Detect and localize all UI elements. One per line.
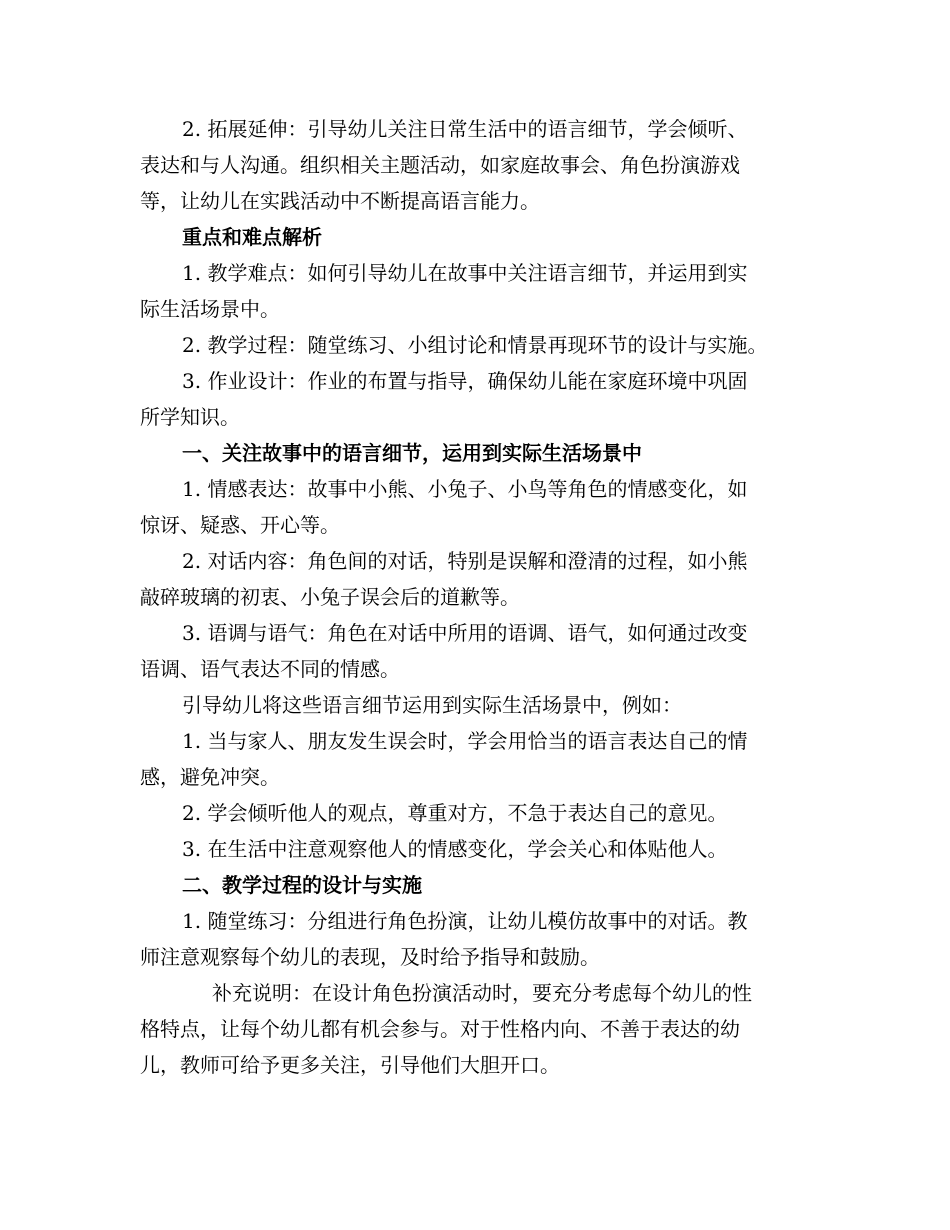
paragraph-line: 引导幼儿将这些语言细节运用到实际生活场景中，例如：: [182, 693, 682, 717]
document-body: [140, 111, 810, 1083]
paragraph-line: 惊讶、疑惑、开心等。: [140, 513, 340, 537]
paragraph-line: 所学知识。: [140, 405, 240, 429]
paragraph-line: 等，让幼儿在实践活动中不断提高语言能力。: [140, 189, 540, 213]
paragraph-line: 补充说明：在设计角色扮演活动时，要充分考虑每个幼儿的性: [212, 981, 752, 1005]
paragraph-line: 儿，教师可给予更多关注，引导他们大胆开口。: [140, 1053, 560, 1077]
paragraph-line: 感，避免冲突。: [140, 765, 280, 789]
section-heading: 重点和难点解析: [182, 225, 322, 249]
paragraph-line: 际生活场景中。: [140, 297, 280, 321]
paragraph-line: 2. 对话内容：角色间的对话，特别是误解和澄清的过程，如小熊: [182, 549, 748, 573]
paragraph-line: 1. 随堂练习：分组进行角色扮演，让幼儿模仿故事中的对话。教: [182, 909, 748, 933]
section-heading: 二、教学过程的设计与实施: [182, 873, 422, 897]
paragraph-line: 语调、语气表达不同的情感。: [140, 657, 400, 681]
paragraph-line: 1. 教学难点：如何引导幼儿在故事中关注语言细节，并运用到实: [182, 261, 748, 285]
paragraph-line: 格特点，让每个幼儿都有机会参与。对于性格内向、不善于表达的幼: [140, 1017, 740, 1041]
paragraph-line: 3. 在生活中注意观察他人的情感变化，学会关心和体贴他人。: [182, 837, 728, 861]
section-heading: 一、关注故事中的语言细节，运用到实际生活场景中: [182, 441, 642, 465]
paragraph-line: 师注意观察每个幼儿的表现，及时给予指导和鼓励。: [140, 945, 600, 969]
paragraph-line: 1. 情感表达：故事中小熊、小兔子、小鸟等角色的情感变化，如: [182, 477, 748, 501]
paragraph-line: 2. 学会倾听他人的观点，尊重对方，不急于表达自己的意见。: [182, 801, 728, 825]
paragraph-line: 表达和与人沟通。组织相关主题活动，如家庭故事会、角色扮演游戏: [140, 153, 740, 177]
paragraph-line: 2. 拓展延伸：引导幼儿关注日常生活中的语言细节，学会倾听、: [182, 117, 748, 141]
paragraph-line: 3. 语调与语气：角色在对话中所用的语调、语气，如何通过改变: [182, 621, 748, 645]
paragraph-line: 敲碎玻璃的初衷、小兔子误会后的道歉等。: [140, 585, 520, 609]
paragraph-line: 2. 教学过程：随堂练习、小组讨论和情景再现环节的设计与实施。: [182, 333, 768, 357]
paragraph-line: 3. 作业设计：作业的布置与指导，确保幼儿能在家庭环境中巩固: [182, 369, 748, 393]
paragraph-line: 1. 当与家人、朋友发生误会时，学会用恰当的语言表达自己的情: [182, 729, 748, 753]
